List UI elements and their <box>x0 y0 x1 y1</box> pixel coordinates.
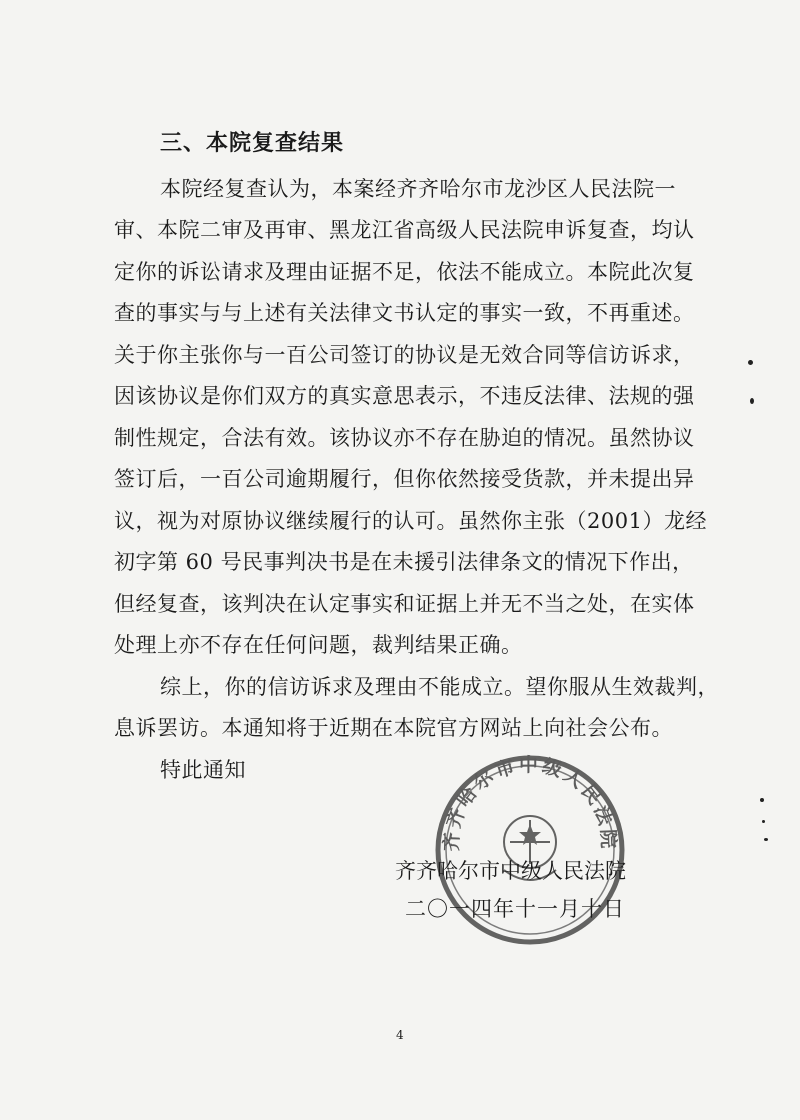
paragraph-line: 初字第 60 号民事判决书是在未援引法律条文的情况下作出， <box>114 550 694 574</box>
page-number: 4 <box>396 1028 404 1042</box>
signature-court-name: 齐齐哈尔市中级人民法院 <box>395 859 626 883</box>
paragraph-line: 制性规定，合法有效。该协议亦不存在胁迫的情况。虽然协议 <box>114 426 695 450</box>
paragraph-line: 议，视为对原协议继续履行的认可。虽然你主张（2001）龙经 <box>114 509 707 533</box>
paragraph-line: 综上，你的信访诉求及理由不能成立。望你服从生效裁判， <box>160 675 719 699</box>
scan-speck <box>764 838 768 841</box>
paragraph-line: 但经复查，该判决在认定事实和证据上并无不当之处，在实体 <box>114 592 695 616</box>
paragraph-line: 查的事实与与上述有关法律文书认定的事实一致，不再重述。 <box>114 301 695 325</box>
paragraph-line: 因该协议是你们双方的真实意思表示，不违反法律、法规的强 <box>114 384 695 408</box>
closing-text: 特此通知 <box>160 758 246 782</box>
scan-speck <box>762 820 765 823</box>
paragraph-line: 处理上亦不存在任何问题，裁判结果正确。 <box>114 633 523 657</box>
signature-date: 二〇一四年十一月十日 <box>405 897 625 921</box>
paragraph-line: 审、本院二审及再审、黑龙江省高级人民法院申诉复查，均认 <box>114 218 695 242</box>
section-heading: 三、本院复查结果 <box>160 130 345 156</box>
scan-speck <box>760 798 764 802</box>
paragraph-line: 定你的诉讼请求及理由证据不足，依法不能成立。本院此次复 <box>114 260 695 284</box>
paragraph-line: 关于你主张你与一百公司签订的协议是无效合同等信访诉求， <box>114 343 695 367</box>
paragraph-line: 本院经复查认为，本案经齐齐哈尔市龙沙区人民法院一 <box>160 177 676 201</box>
scan-speck <box>748 360 753 365</box>
svg-text:齐齐哈尔市中级人民法院: 齐齐哈尔市中级人民法院 <box>440 754 620 852</box>
scan-speck <box>750 398 754 404</box>
paragraph-line: 息诉罢访。本通知将于近期在本院官方网站上向社会公布。 <box>114 716 673 740</box>
paragraph-line: 签订后，一百公司逾期履行，但你依然接受货款，并未提出异 <box>114 467 695 491</box>
